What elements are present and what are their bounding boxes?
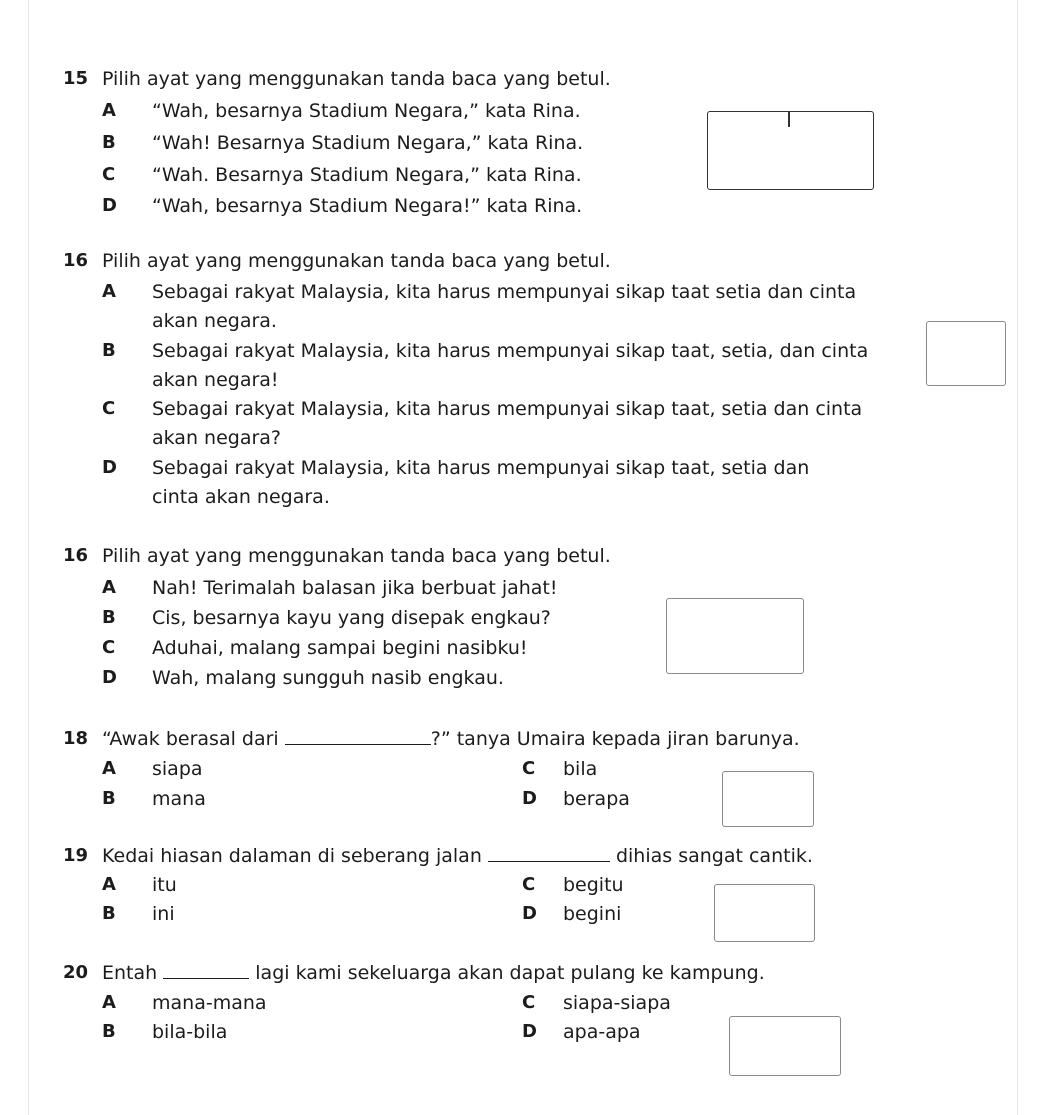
answer-box[interactable] [707,111,874,190]
option-text-line1: Sebagai rakyat Malaysia, kita harus mempunyai sikap taat setia dan cinta [152,281,857,303]
question-number: 19 [63,845,89,866]
answer-box[interactable] [666,598,804,674]
question-stem [102,961,765,985]
option-text: itu [152,874,177,896]
option-text: Cis, besarnya kayu yang disepak engkau? [152,607,551,629]
option-letter: B [102,132,116,153]
option-text: “Wah. Besarnya Stadium Negara,” kata Rina. [152,164,582,186]
question-number: 18 [63,728,89,749]
page-edge-right [1017,0,1018,1115]
question-stem: Pilih ayat yang menggunakan tanda baca yang betul. [102,250,611,272]
option-letter: D [102,457,117,478]
question-number: 16 [63,545,89,566]
option-text: “Wah! Besarnya Stadium Negara,” kata Rina. [152,132,584,154]
option-text-line1: Sebagai rakyat Malaysia, kita harus mempunyai sikap taat, setia dan cinta [152,398,863,420]
stem-before: Kedai hiasan dalaman di seberang jalan [102,845,482,867]
option-text: mana-mana [152,992,267,1014]
option-letter: B [102,607,116,628]
option-letter: A [102,100,116,121]
option-text-line2: cinta akan negara. [152,486,330,508]
option-letter: D [522,1021,537,1042]
answer-blank [285,727,431,745]
option-letter: C [102,164,116,185]
option-letter: C [102,637,116,658]
stem-before: Entah [102,962,158,984]
option-text: siapa [152,758,203,780]
answer-box[interactable] [926,321,1006,386]
option-letter: D [522,903,537,924]
option-text: “Wah, besarnya Stadium Negara!” kata Rina. [152,195,583,217]
question-number: 16 [63,250,89,271]
stem-before: “Awak berasal dari [102,728,279,750]
option-text: Nah! Terimalah balasan jika berbuat jahat! [152,577,558,599]
stem-after: lagi kami sekeluarga akan dapat pulang ke kampung. [255,962,765,984]
option-letter: C [522,992,536,1013]
option-text: begini [563,903,622,925]
option-text-line1: Sebagai rakyat Malaysia, kita harus mempunyai sikap taat, setia, dan cinta [152,340,869,362]
option-letter: C [102,398,116,419]
option-letter: A [102,874,116,895]
answer-blank [163,961,249,979]
answer-box[interactable] [714,884,815,942]
question-stem [102,844,813,868]
pen-mark [788,111,790,127]
option-text: bila-bila [152,1021,228,1043]
option-letter: B [102,788,116,809]
option-text: siapa-siapa [563,992,671,1014]
answer-blank [488,844,610,862]
question-stem: Pilih ayat yang menggunakan tanda baca yang betul. [102,68,611,90]
question-stem: Pilih ayat yang menggunakan tanda baca yang betul. [102,545,611,567]
answer-box[interactable] [722,771,814,827]
option-letter: B [102,340,116,361]
option-text: Wah, malang sungguh nasib engkau. [152,667,504,689]
stem-after: ?” tanya Umaira kepada jiran barunya. [430,728,800,750]
option-text-line1: Sebagai rakyat Malaysia, kita harus mempunyai sikap taat, setia dan [152,457,810,479]
page-edge-left [28,0,29,1115]
option-letter: A [102,758,116,779]
option-text-line2: akan negara. [152,310,277,332]
question-stem [102,727,800,751]
option-text: begitu [563,874,624,896]
answer-box[interactable] [729,1016,841,1076]
option-text: berapa [563,788,630,810]
option-letter: A [102,577,116,598]
stem-after: dihias sangat cantik. [615,845,813,867]
option-letter: D [522,788,537,809]
option-letter: A [102,992,116,1013]
option-letter: C [522,874,536,895]
option-letter: B [102,1021,116,1042]
option-text: bila [563,758,598,780]
option-text: ini [152,903,175,925]
option-text-line2: akan negara! [152,369,279,391]
option-letter: B [102,903,116,924]
option-text: “Wah, besarnya Stadium Negara,” kata Rina. [152,100,581,122]
option-text: Aduhai, malang sampai begini nasibku! [152,637,528,659]
option-letter: D [102,195,117,216]
option-letter: D [102,667,117,688]
option-letter: A [102,281,116,302]
question-number: 20 [63,962,89,983]
option-text: apa-apa [563,1021,641,1043]
option-text-line2: akan negara? [152,427,282,449]
option-letter: C [522,758,536,779]
question-number: 15 [63,68,89,89]
option-text: mana [152,788,206,810]
